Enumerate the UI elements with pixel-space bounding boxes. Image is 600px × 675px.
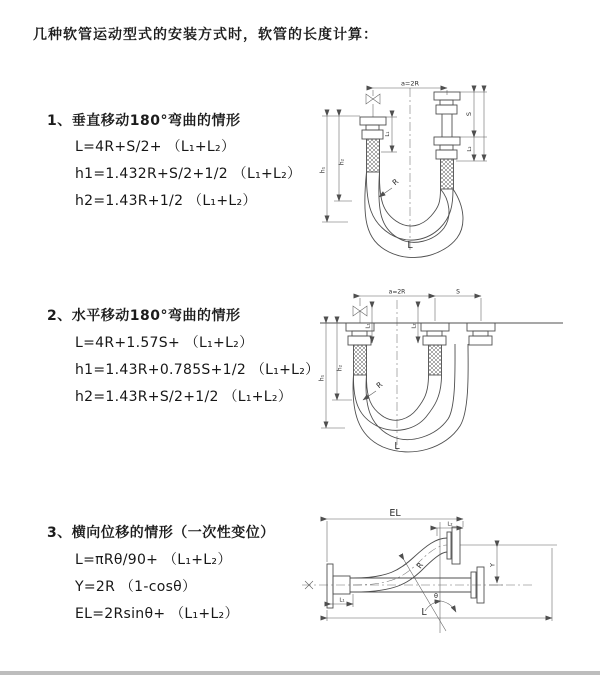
moved-pipe-assembly xyxy=(467,323,495,345)
left-pipe-assembly xyxy=(346,323,374,375)
section-2-formula-h2: h2=1.43R+S/2+1/2 （L₁+L₂） xyxy=(75,389,293,405)
dim-label-l1: L₁ xyxy=(339,597,345,604)
dim-label-theta: θ xyxy=(434,592,438,600)
dim-label-l: L xyxy=(394,441,400,452)
section-1-formula-h2: h2=1.43R+1/2 （L₁+L₂） xyxy=(75,193,257,209)
dim-l xyxy=(327,548,552,621)
flange xyxy=(327,564,333,608)
dim-label-el: EL xyxy=(389,508,401,519)
dim-label-h1: h₁ xyxy=(318,374,326,382)
flange-neck xyxy=(473,331,488,336)
dim-label-h2: h₂ xyxy=(336,364,344,372)
displaced-flange xyxy=(447,527,557,564)
dim-label-r: R xyxy=(390,176,401,188)
section-1-formula-h1: h1=1.432R+S/2+1/2 （L₁+L₂） xyxy=(75,166,302,182)
section-3-formula-EL: EL=2Rsinθ+ （L₁+L₂） xyxy=(75,606,239,622)
radius-callout xyxy=(379,177,400,197)
flange xyxy=(452,527,460,564)
flange xyxy=(421,323,449,331)
flange xyxy=(362,130,383,139)
dim-label-s: S xyxy=(456,288,460,296)
flange-neck xyxy=(440,145,453,150)
section-1-heading: 1、垂直移动180°弯曲的情形 xyxy=(47,113,241,129)
dim-label-l2: L₂ xyxy=(411,323,418,329)
right-pipe-assembly xyxy=(434,92,460,189)
section-3-formula-L: L=πRθ/90+ （L₁+L₂） xyxy=(75,552,232,568)
flange xyxy=(469,336,492,345)
flange-neck xyxy=(352,331,367,336)
braided-hose-section xyxy=(429,345,442,375)
valve-icon xyxy=(366,94,380,117)
section-2-formula-L: L=4R+1.57S+ （L₁+L₂） xyxy=(75,335,254,351)
dim-label-y: Y xyxy=(488,563,497,567)
dim-y xyxy=(489,547,504,585)
dim-h2 xyxy=(334,116,352,201)
flange xyxy=(467,323,495,331)
section-1-formula-L: L=4R+S/2+ （L₁+L₂） xyxy=(75,139,236,155)
dim-label-a2r: a=2R xyxy=(388,288,406,296)
section-2-formula-h1: h1=1.43R+0.785S+1/2 （L₁+L₂） xyxy=(75,362,320,378)
diagram-horizontal-180-bend xyxy=(313,282,600,454)
valve-icon xyxy=(353,298,367,323)
dim-label-r: R xyxy=(374,379,385,391)
dim-label-l: L xyxy=(421,607,427,618)
flange xyxy=(436,150,457,159)
dim-label-l1: L₁ xyxy=(385,131,391,137)
dim-label-l: L xyxy=(407,240,413,251)
hose-curves xyxy=(353,344,468,452)
flange-neck xyxy=(427,331,442,336)
dim-h1 xyxy=(319,323,346,428)
section-3-heading: 3、横向位移的情形（一次性变位） xyxy=(47,525,275,541)
flange xyxy=(436,105,457,114)
flange xyxy=(434,137,460,145)
dim-l2 xyxy=(412,308,419,343)
middle-pipe-assembly xyxy=(421,323,449,375)
dim-s xyxy=(435,289,481,322)
page-edge-bar xyxy=(0,671,600,675)
angle-construction xyxy=(404,522,456,633)
dim-h2 xyxy=(332,323,352,400)
dim-l2 xyxy=(437,522,463,537)
diagram-lateral-displacement xyxy=(298,490,600,655)
dim-label-s: S xyxy=(465,111,473,117)
section-2-heading: 2、水平移动180°弯曲的情形 xyxy=(47,308,241,324)
flange xyxy=(348,336,371,345)
dim-label-h1: h₁ xyxy=(319,166,327,174)
left-pipe-assembly xyxy=(360,117,386,172)
dim-h1 xyxy=(320,116,361,222)
dim-label-l2: L₂ xyxy=(447,521,453,528)
dim-label-r: R xyxy=(414,560,426,571)
flange xyxy=(447,532,451,559)
flange xyxy=(360,117,386,125)
braided-hose-section xyxy=(441,159,454,189)
dim-el xyxy=(327,508,463,562)
page-title: 几种软管运动型式的安装方式时，软管的长度计算： xyxy=(33,27,378,43)
dim-l2 xyxy=(467,92,484,161)
dim-label-l2: L₂ xyxy=(467,146,473,152)
dim-l1 xyxy=(331,594,353,607)
dim-a2r xyxy=(360,289,435,297)
dim-label-a2r: a=2R xyxy=(400,79,420,88)
braided-hose-section xyxy=(367,139,380,172)
hose-curves xyxy=(353,538,447,592)
flange xyxy=(423,336,446,345)
dim-label-h2: h₂ xyxy=(338,158,346,166)
flange-neck xyxy=(440,100,453,105)
dim-label-l1: L₁ xyxy=(365,323,372,329)
flange-neck xyxy=(366,125,379,130)
section-3-formula-Y: Y=2R （1-cosθ） xyxy=(75,579,197,595)
diagram-vertical-180-bend xyxy=(315,70,600,265)
braided-hose-section xyxy=(354,345,367,375)
